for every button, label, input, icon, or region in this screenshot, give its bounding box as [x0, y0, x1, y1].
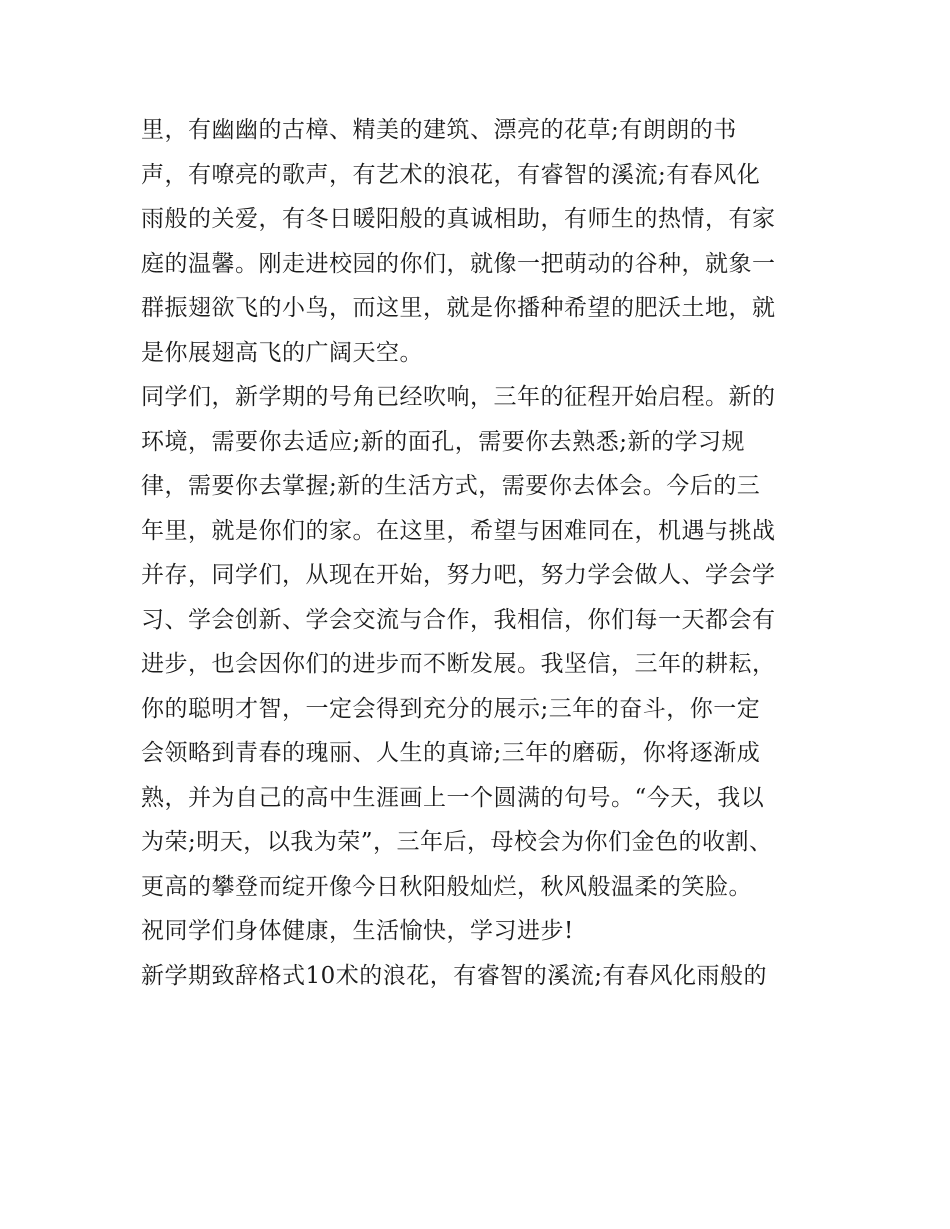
text-line: 群振翅欲飞的小鸟，而这里，就是你播种希望的肥沃土地，就: [141, 295, 776, 321]
text-line: 庭的温馨。刚走进校园的你们，就像一把萌动的谷种，就象一: [141, 250, 776, 277]
text-line: 是你展翅高飞的广阔天空。: [141, 339, 423, 366]
text-line: 律，需要你去掌握;新的生活方式，需要你去体会。今后的三: [141, 473, 761, 499]
text-line: 雨般的关爱，有冬日暖阳般的真诚相助，有师生的热情，有家: [141, 206, 776, 232]
text-line: 并存，同学们，从现在开始，努力吧，努力学会做人、学会学: [141, 562, 776, 588]
text-line: 同学们，新学期的号角已经吹响，三年的征程开始启程。新的: [141, 384, 776, 410]
text-line: 熟，并为自己的高中生涯画上一个圆满的句号。“今天，我以: [141, 784, 765, 811]
text-line: 为荣;明天，以我为荣”，三年后，母校会为你们金色的收割、: [141, 829, 773, 855]
text-line: 年里，就是你们的家。在这里，希望与困难同在，机遇与挑战: [141, 517, 776, 544]
text-line: 声，有嘹亮的歌声，有艺术的浪花，有睿智的溪流;有春风化: [141, 161, 761, 188]
text-line: 习、学会创新、学会交流与合作，我相信，你们每一天都会有: [141, 606, 776, 633]
text-line: 你的聪明才智，一定会得到充分的展示;三年的奋斗，你一定: [141, 695, 761, 722]
text-line: 会领略到青春的瑰丽、人生的真谛;三年的磨砺，你将逐渐成: [141, 740, 761, 766]
text-line: 进步，也会因你们的进步而不断发展。我坚信，三年的耕耘，: [141, 651, 776, 677]
text-line: 环境，需要你去适应;新的面孔，需要你去熟悉;新的学习规: [141, 428, 745, 455]
text-line: 祝同学们身体健康，生活愉快，学习进步!: [141, 918, 574, 944]
text-line: 更高的攀登而绽开像今日秋阳般灿烂，秋风般温柔的笑脸。: [141, 873, 752, 900]
text-line: 里，有幽幽的古樟、精美的建筑、漂亮的花草;有朗朗的书: [141, 117, 737, 143]
document-body: [141, 108, 831, 998]
text-line: 新学期致辞格式10术的浪花，有睿智的溪流;有春风化雨般的: [141, 962, 768, 989]
